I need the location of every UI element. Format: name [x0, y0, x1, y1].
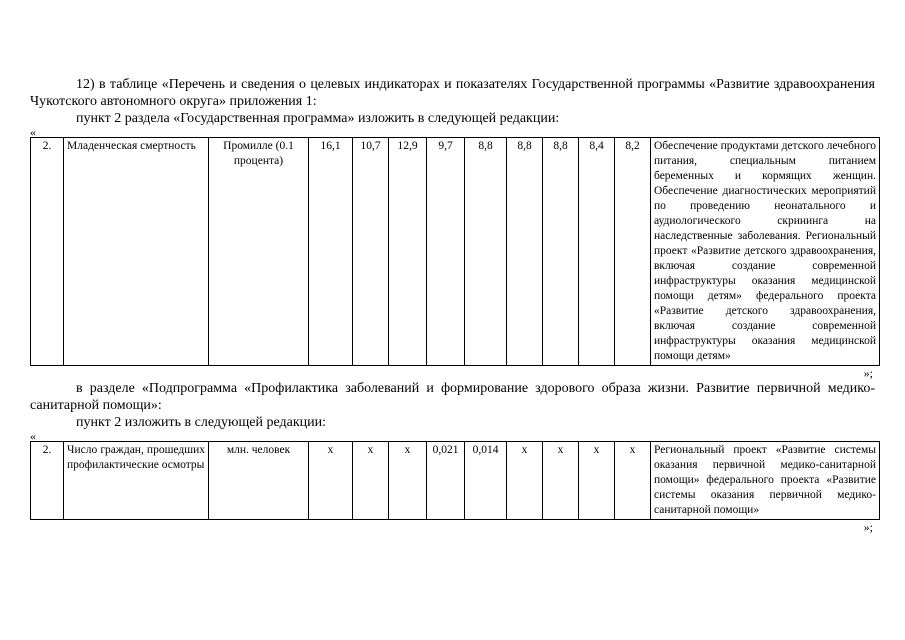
row-number: 2.: [31, 138, 64, 366]
value-cell: х: [507, 442, 543, 520]
indicator-table-2: [30, 441, 880, 520]
description-cell: Региональный проект «Развитие системы оказания первичной медико-санитарной помощи» федерального проекта «Развитие системы оказания первичной медико-санитарной помощи»: [651, 442, 880, 520]
value-cell: 12,9: [389, 138, 427, 366]
value-cell: 8,4: [579, 138, 615, 366]
quote-open-1: «: [30, 125, 36, 139]
value-cell: 10,7: [353, 138, 389, 366]
intro-paragraph: 12) в таблице «Перечень и сведения о целевых индикаторах и показателях Государственной программы «Развитие здравоохранения Чукотского автономного округа» приложения 1:: [30, 77, 875, 109]
value-cell: х: [353, 442, 389, 520]
document-page: [30, 76, 875, 534]
quote-open-2: «: [30, 429, 36, 443]
section-instruction: пункт 2 изложить в следующей редакции:: [76, 415, 326, 430]
indicator-table-1: [30, 137, 880, 366]
table-row: [31, 138, 880, 366]
value-cell: х: [579, 442, 615, 520]
unit-cell: Промилле (0.1 процента): [209, 138, 309, 366]
value-cell: 0,014: [465, 442, 507, 520]
indicator-name: Число граждан, прошедших профилактические осмотры: [64, 442, 209, 520]
value-cell: 9,7: [427, 138, 465, 366]
value-cell: 16,1: [309, 138, 353, 366]
value-cell: х: [543, 442, 579, 520]
value-cell: 8,8: [507, 138, 543, 366]
value-cell: 0,021: [427, 442, 465, 520]
unit-cell: млн. человек: [209, 442, 309, 520]
indicator-name: Младенческая смертность: [64, 138, 209, 366]
value-cell: 8,8: [543, 138, 579, 366]
description-cell: Обеспечение продуктами детского лечебного питания, специальным питанием беременных и кормящих женщин. Обеспечение диагностических мероприятий по проведению неонатального и аудиологического скрининга на наследственные заболевания. Региональный проект «Развитие детского здравоохранения, включая создание современной инфраструктуры оказания медицинской помощи детям» федерального проекта «Развитие детского здравоохранения, включая создание современной инфраструктуры оказания медицинской помощи детям»: [651, 138, 880, 366]
quote-close-1: »;: [863, 366, 873, 380]
value-cell: 8,8: [465, 138, 507, 366]
intro-instruction: пункт 2 раздела «Государственная программа» изложить в следующей редакции:: [76, 111, 560, 126]
quote-close-2: »;: [863, 520, 873, 534]
value-cell: 8,2: [615, 138, 651, 366]
section-paragraph: в разделе «Подпрограмма «Профилактика заболеваний и формирование здорового образа жизни. Развитие первичной медико-санитарной помощи»:: [30, 381, 875, 413]
value-cell: х: [309, 442, 353, 520]
value-cell: х: [615, 442, 651, 520]
row-number: 2.: [31, 442, 64, 520]
value-cell: х: [389, 442, 427, 520]
table-row: [31, 442, 880, 520]
